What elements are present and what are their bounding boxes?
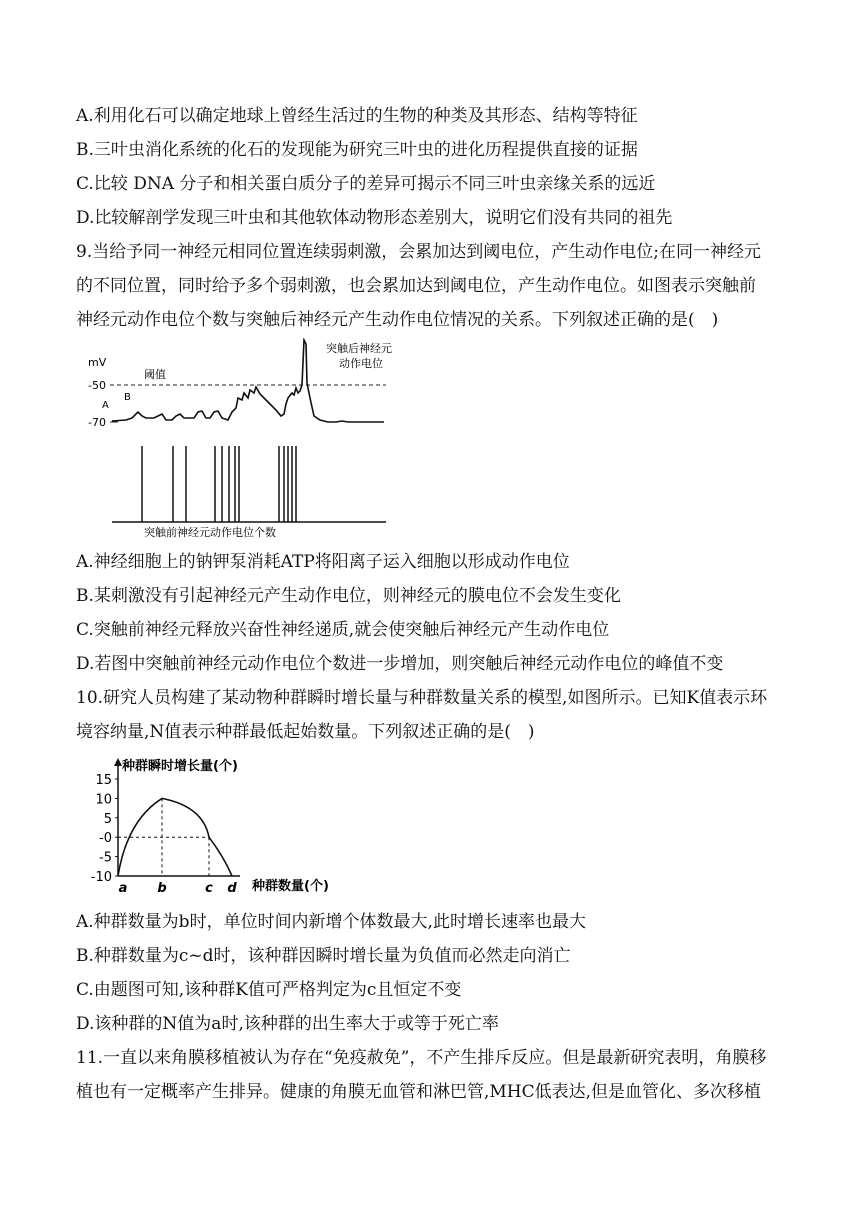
q9-presynaptic-spikes	[142, 446, 296, 522]
q9-tick-minus70: -70	[88, 416, 106, 429]
q10-option-a: A.种群数量为b时，单位时间内新增个体数最大,此时增长速率也最大	[76, 912, 586, 932]
q9-figure	[86, 338, 416, 538]
q11-stem-line-2: 植也有一定概率产生排异。健康的角膜无血管和淋巴管,MHC低表达,但是血管化、多次移植	[76, 1082, 762, 1102]
q8-option-d: D.比较解剖学发现三叶虫和其他软体动物形态差别大，说明它们没有共同的祖先	[76, 208, 673, 228]
q9-postsynaptic-label-1: 突触后神经元	[326, 342, 392, 355]
q10-x-axis-label: 种群数量(个)	[252, 879, 329, 894]
q9-postsynaptic-label-2: 动作电位	[339, 357, 383, 370]
q10-stem-line-2: 境容纳量,N值表示种群最低起始数量。下列叙述正确的是( )	[76, 722, 535, 742]
q10-x-ticks	[119, 881, 238, 896]
q10-y-tick-label: 5	[103, 811, 112, 827]
q10-chart-svg	[82, 752, 352, 900]
q9-option-b: B.某刺激没有引起神经元产生动作电位，则神经元的膜电位不会发生变化	[76, 586, 621, 606]
q10-y-tick-label: -10	[90, 870, 112, 885]
q9-presynaptic-label: 突触前神经元动作电位个数	[144, 526, 276, 538]
q9-stem-line-2: 的不同位置，同时给予多个弱刺激，也会累加达到阈电位，产生动作电位。如图表示突触前	[76, 276, 756, 296]
q10-x-tick-label: d	[227, 881, 237, 896]
q9-tick-minus50: -50	[88, 379, 106, 392]
q10-option-c: C.由题图可知,该种群K值可严格判定为c且恒定不变	[76, 980, 462, 1000]
q9-stem-line-3: 神经元动作电位个数与突触后神经元产生动作电位情况的关系。下列叙述正确的是( )	[76, 310, 719, 330]
q8-option-b: B.三叶虫消化系统的化石的发现能为研究三叶虫的进化历程提供直接的证据	[76, 140, 638, 160]
q9-threshold-label: 阈值	[144, 368, 166, 381]
q10-option-b: B.种群数量为c~d时，该种群因瞬时增长量为负值而必然走向消亡	[76, 946, 571, 966]
q10-x-tick-label: a	[118, 881, 128, 896]
q10-stem-line-1: 10.研究人员构建了某动物种群瞬时增长量与种群数量关系的模型,如图所示。已知K值表示环	[76, 688, 768, 708]
q10-y-tick-label: -5	[99, 850, 112, 866]
q9-option-d: D.若图中突触前神经元动作电位个数进一步增加，则突触后神经元动作电位的峰值不变	[76, 654, 724, 674]
q10-y-tick-label: 15	[95, 773, 112, 788]
q11-stem-line-1: 11.一直以来角膜移植被认为存在“免疫赦免”，不产生排斥反应。但是最新研究表明，角膜移	[76, 1048, 767, 1068]
q9-figure-svg	[86, 338, 416, 538]
q10-chart	[82, 752, 352, 900]
q9-option-a: A.神经细胞上的钠钾泵消耗ATP将阳离子运入细胞以形成动作电位	[76, 552, 570, 572]
q10-option-d: D.该种群的N值为a时,该种群的出生率大于或等于死亡率	[76, 1014, 499, 1034]
q8-option-a: A.利用化石可以确定地球上曾经生活过的生物的种类及其形态、结构等特征	[76, 106, 638, 126]
q10-y-tick-label: -0	[99, 831, 112, 847]
q10-x-tick-label: c	[205, 881, 213, 896]
q10-y-ticks	[91, 773, 118, 885]
q9-unit-label: mV	[88, 356, 107, 369]
q10-guide-lines	[118, 798, 209, 876]
q9-option-c: C.突触前神经元释放兴奋性神经递质,就会使突触后神经元产生动作电位	[76, 620, 610, 640]
q10-y-axis-label: 种群瞬时增长量(个)	[122, 759, 238, 774]
q10-x-tick-label: b	[157, 881, 167, 896]
q9-point-b-label: B	[124, 392, 131, 403]
q9-point-a-label: A	[102, 400, 109, 411]
q10-y-tick-label: 10	[95, 792, 112, 808]
q9-stem-line-1: 9.当给予同一神经元相同位置连续弱刺激，会累加达到阈电位，产生动作电位;在同一神经元	[76, 242, 761, 262]
q8-option-c: C.比较 DNA 分子和相关蛋白质分子的差异可揭示不同三叶虫亲缘关系的远近	[76, 174, 656, 194]
q10-y-axis-arrow	[114, 758, 122, 766]
